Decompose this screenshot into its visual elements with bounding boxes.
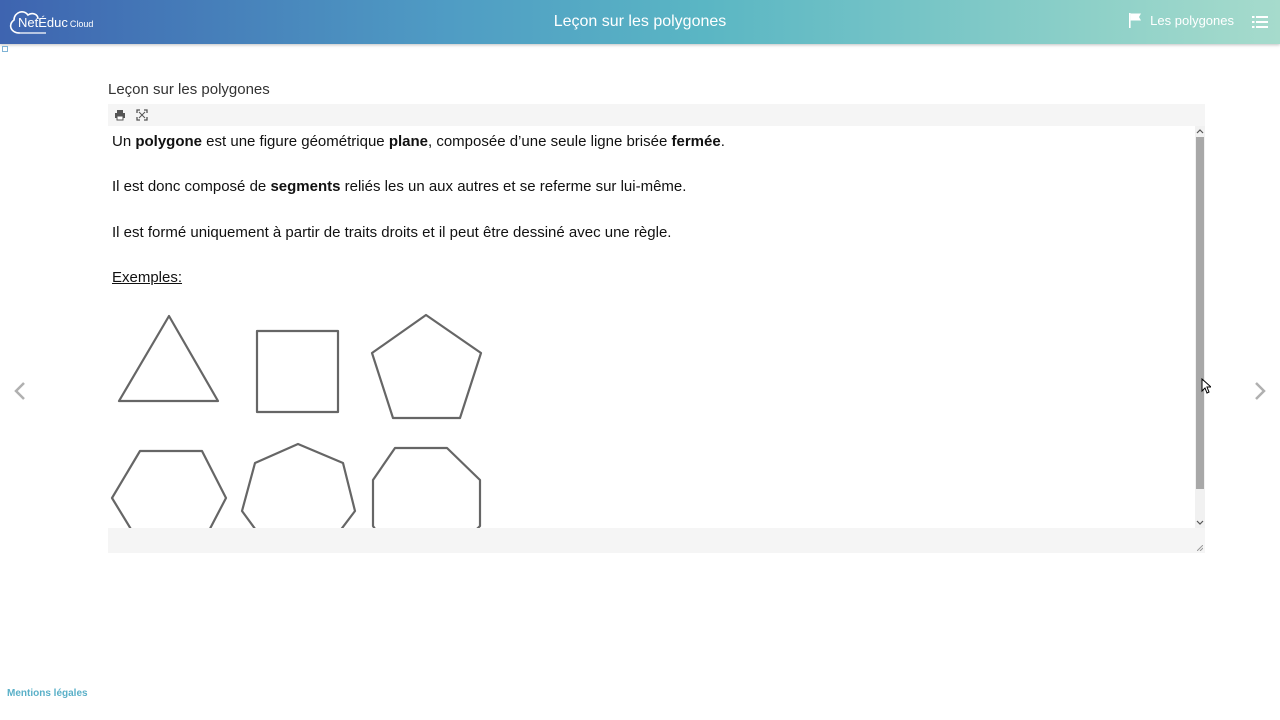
lesson-content[interactable] bbox=[108, 126, 1195, 528]
app-header bbox=[0, 0, 1280, 44]
scroll-thumb[interactable] bbox=[1196, 137, 1204, 489]
examples-label: Exemples: bbox=[112, 269, 183, 286]
paragraph-segments: Il est donc composé de segments reliés les un aux autres et se referme sur lui-même. bbox=[112, 178, 687, 195]
fullscreen-icon[interactable] bbox=[136, 109, 148, 121]
pentagon-shape bbox=[372, 315, 481, 418]
previous-page-chevron-icon[interactable] bbox=[12, 380, 28, 402]
paragraph-definition: Un polygone est une figure géométrique plane, composée d’une seule ligne brisée fermée. bbox=[112, 133, 725, 150]
triangle-shape bbox=[119, 316, 218, 401]
page-marker-icon bbox=[2, 46, 8, 52]
lesson-title: Leçon sur les polygones bbox=[108, 81, 270, 98]
scroll-up-arrow-icon[interactable] bbox=[1195, 126, 1205, 136]
polygon-examples bbox=[108, 126, 1195, 528]
content-scrollbar[interactable] bbox=[1195, 126, 1205, 528]
mouse-cursor-icon bbox=[1201, 378, 1211, 394]
paragraph-ruler: Il est formé uniquement à partir de traits droits et il peut être dessiné avec une règle. bbox=[112, 224, 672, 241]
content-status-bar bbox=[108, 528, 1205, 553]
list-menu-icon[interactable] bbox=[1252, 15, 1268, 29]
page-title: Leçon sur les polygones bbox=[553, 13, 727, 30]
breadcrumb-label: Les polygones bbox=[1150, 12, 1234, 28]
logo-text: NetÉduc Cloud bbox=[18, 15, 94, 30]
hexagon-shape bbox=[112, 451, 226, 528]
next-page-chevron-icon[interactable] bbox=[1252, 380, 1268, 402]
square-shape bbox=[257, 331, 338, 412]
heptagon-shape bbox=[242, 444, 355, 528]
print-icon[interactable] bbox=[114, 109, 126, 121]
octagon-shape bbox=[373, 448, 480, 528]
flag-icon bbox=[1128, 12, 1142, 28]
breadcrumb[interactable] bbox=[1128, 12, 1234, 28]
legal-notice-link[interactable]: Mentions légales bbox=[7, 688, 88, 699]
resize-handle-icon[interactable] bbox=[1197, 545, 1203, 551]
scroll-down-arrow-icon[interactable] bbox=[1195, 518, 1205, 528]
content-toolbar bbox=[108, 104, 1205, 126]
